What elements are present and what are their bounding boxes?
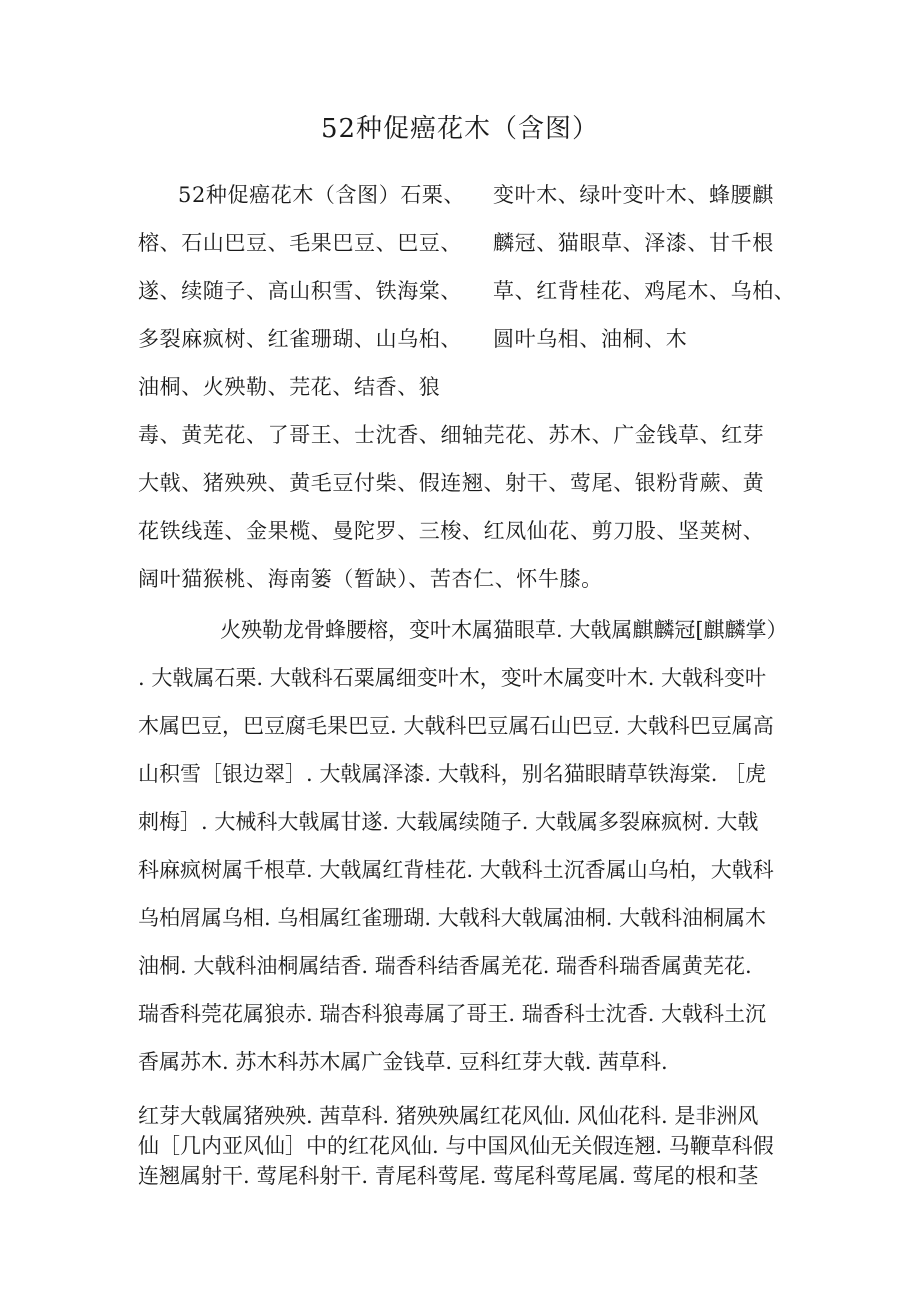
column-right-line: 麟冠、猫眼草、泽漆、甘千根 [493,231,774,255]
paragraph-line: 红芽大戟属猪殃殃. 茜草科. 猪殃殃属红花风仙. 风仙花科. 是非洲风 [138,1104,759,1128]
column-left-line: 榕、石山巴豆、毛果巴豆、巴豆、 [138,231,462,255]
column-right-line: 变叶木、绿叶变叶木、蜂腰麒 [493,183,774,207]
column-left-line: 油桐、火殃勒、芫花、结香、狼 [138,375,441,399]
paragraph-line: 香属苏木. 苏木科苏木属广金钱草. 豆科红芽大戟. 茜草科. [138,1050,668,1074]
paragraph-line: 瑞香科莞花属狼赤. 瑞杏科狼毒属了哥王. 瑞香科士沈香. 大戟科土沉 [138,1002,767,1026]
list-line: 阔叶猫猴桃、海南篓（暂缺）、苦杏仁、怀牛膝。 [138,567,603,591]
paragraph-line: 科麻疯树属千根草. 大戟属红背桂花. 大戟科土沉香属山乌柏，大戟科 [138,858,774,882]
column-right-line: 草、红背桂花、鸡尾木、乌柏、 [493,279,796,303]
list-line: 花铁线莲、金果榄、曼陀罗、三梭、红凤仙花、剪刀股、坚荚树、 [138,519,765,543]
paragraph-line: . 大戟属石栗. 大戟科石粟属细变叶木，变叶木属变叶木. 大戟科变叶 [138,666,767,690]
paragraph-line: 连翘属射干. 莺尾科射干. 青尾科莺尾. 莺尾科莺尾属. 莺尾的根和茎 [138,1164,759,1188]
column-left-line: 52种促癌花木（含图）石栗、 [178,183,466,207]
paragraph-line: 刺梅］. 大械科大戟属甘遂. 大载属续随子. 大戟属多裂麻疯树. 大戟 [138,810,759,834]
column-left-line: 遂、续随子、高山积雪、铁海棠、 [138,279,462,303]
paragraph-line: 乌柏屑属乌相. 乌相属红雀珊瑚. 大戟科大戟属油桐. 大戟科油桐属木 [138,906,767,930]
list-line: 毒、黄芜花、了哥王、士沈香、细轴芫花、苏木、广金钱草、红芽 [138,423,765,447]
paragraph-line: 油桐. 大戟科油桐属结香. 瑞香科结香属羌花. 瑞香科瑞香属黄芜花. [138,954,752,978]
page-title: 52种促癌花木（含图） [320,114,600,144]
column-left-line: 多裂麻疯树、红雀珊瑚、山乌桕、 [138,327,462,351]
paragraph-line: 仙［几内亚风仙］中的红花风仙. 与中国风仙无关假连翘. 马鞭草科假 [138,1134,774,1158]
list-line: 大戟、猪殃殃、黄毛豆付柴、假连翘、射干、莺尾、银粉背蕨、黄 [138,471,765,495]
paragraph-line: 木属巴豆，巴豆腐毛果巴豆. 大戟科巴豆属石山巴豆. 大戟科巴豆属高 [138,714,774,738]
paragraph-line: 火殃勒龙骨蜂腰榕，变叶木属猫眼草. 大戟属麒麟冠[麒麟掌） [220,618,788,642]
paragraph-line: 山积雪［银边翠］. 大戟属泽漆. 大戟科，别名猫眼睛草铁海棠. ［虎 [138,762,767,786]
column-right-line: 圆叶乌相、油桐、木 [493,327,688,351]
